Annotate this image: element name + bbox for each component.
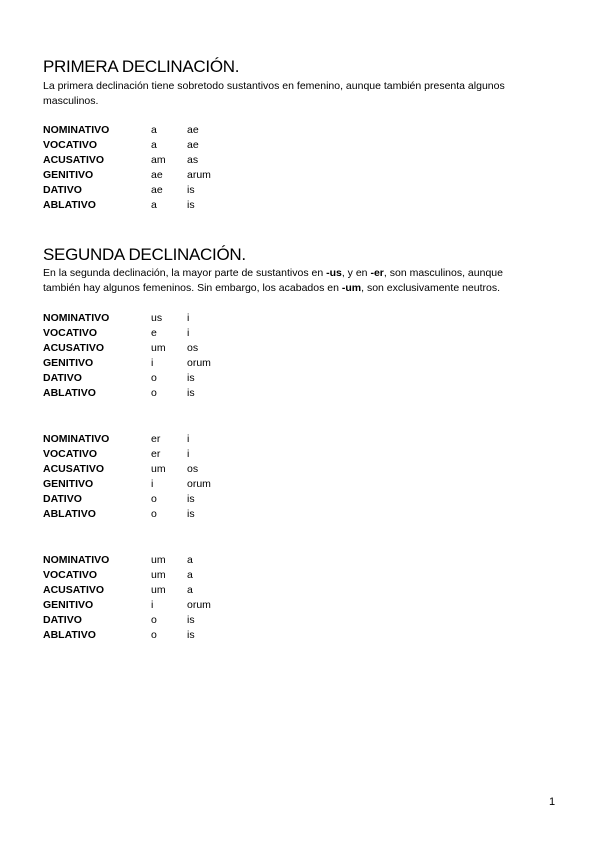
plural-ending: os xyxy=(187,342,199,355)
plural-ending: a xyxy=(187,569,193,582)
table-row xyxy=(43,311,247,326)
case-label: VOCATIVO xyxy=(43,327,98,340)
plural-ending: as xyxy=(187,154,199,167)
singular-ending: o xyxy=(151,493,157,506)
section-title-primera: PRIMERA DECLINACIÓN. xyxy=(43,57,240,76)
case-label: ABLATIVO xyxy=(43,199,96,212)
plural-ending: is xyxy=(187,387,195,400)
declension-table-um xyxy=(43,553,247,644)
declension-table-us xyxy=(43,311,247,402)
table-row xyxy=(43,432,247,447)
case-label: GENITIVO xyxy=(43,357,94,370)
case-label: NOMINATIVO xyxy=(43,554,110,566)
case-label: ACUSATIVO xyxy=(43,584,105,597)
table-row xyxy=(43,138,247,153)
plural-ending: is xyxy=(187,372,195,385)
table-row xyxy=(43,386,247,401)
singular-ending: o xyxy=(151,372,157,385)
singular-ending: ae xyxy=(151,169,163,182)
case-label: DATIVO xyxy=(43,372,82,385)
singular-ending: a xyxy=(151,124,157,136)
plural-ending: is xyxy=(187,493,195,506)
plural-ending: i xyxy=(187,327,190,340)
case-label: VOCATIVO xyxy=(43,569,98,582)
section-intro-primera: La primera declinación tiene sobretodo sustantivos en femenino, aunque también presenta algunos masculinos. xyxy=(43,80,505,107)
table-row xyxy=(43,492,247,507)
singular-ending: i xyxy=(151,599,154,612)
singular-ending: i xyxy=(151,357,154,370)
declension-table-er xyxy=(43,432,247,523)
table-row xyxy=(43,326,247,341)
plural-ending: ae xyxy=(187,139,199,152)
plural-ending: is xyxy=(187,184,195,197)
singular-ending: e xyxy=(151,327,157,340)
plural-ending: a xyxy=(187,584,193,597)
page-number: 1 xyxy=(549,796,556,808)
table-row xyxy=(43,168,247,183)
case-label: NOMINATIVO xyxy=(43,124,110,136)
plural-ending: os xyxy=(187,463,199,476)
singular-ending: er xyxy=(151,448,161,461)
case-label: VOCATIVO xyxy=(43,448,98,461)
plural-ending: orum xyxy=(187,599,211,612)
declension-table-primera xyxy=(43,123,247,214)
table-row xyxy=(43,462,247,477)
plural-ending: is xyxy=(187,614,195,627)
ending-highlight: -us xyxy=(326,267,342,279)
singular-ending: a xyxy=(151,139,157,152)
table-row xyxy=(43,183,247,198)
case-label: NOMINATIVO xyxy=(43,312,110,324)
singular-ending: um xyxy=(151,554,166,566)
table-row xyxy=(43,447,247,462)
singular-ending: o xyxy=(151,614,157,627)
table-row xyxy=(43,598,247,613)
table-row xyxy=(43,507,247,522)
singular-ending: a xyxy=(151,199,157,212)
case-label: ACUSATIVO xyxy=(43,154,105,167)
table-row xyxy=(43,568,247,583)
table-row xyxy=(43,553,247,568)
singular-ending: us xyxy=(151,312,163,324)
singular-ending: um xyxy=(151,584,166,597)
case-label: ABLATIVO xyxy=(43,508,96,521)
plural-ending: is xyxy=(187,199,195,212)
case-label: GENITIVO xyxy=(43,169,94,182)
section-title-segunda: SEGUNDA DECLINACIÓN. xyxy=(43,245,246,264)
table-row xyxy=(43,341,247,356)
singular-ending: um xyxy=(151,463,166,476)
table-row xyxy=(43,356,247,371)
ending-highlight: -um xyxy=(341,282,362,294)
table-row xyxy=(43,153,247,168)
table-row xyxy=(43,628,247,643)
singular-ending: am xyxy=(151,154,166,167)
case-label: NOMINATIVO xyxy=(43,433,110,445)
table-row xyxy=(43,371,247,386)
table-row xyxy=(43,583,247,598)
plural-ending: i xyxy=(187,312,190,324)
table-row xyxy=(43,123,247,138)
singular-ending: ae xyxy=(151,184,163,197)
table-row xyxy=(43,477,247,492)
singular-ending: um xyxy=(151,342,166,355)
singular-ending: o xyxy=(151,387,157,400)
plural-ending: a xyxy=(187,554,193,566)
case-label: ABLATIVO xyxy=(43,387,96,400)
case-label: VOCATIVO xyxy=(43,139,98,152)
case-label: ACUSATIVO xyxy=(43,342,105,355)
singular-ending: um xyxy=(151,569,166,582)
case-label: GENITIVO xyxy=(43,599,94,612)
singular-ending: er xyxy=(151,433,161,445)
case-label: DATIVO xyxy=(43,184,82,197)
plural-ending: is xyxy=(187,508,195,521)
case-label: DATIVO xyxy=(43,614,82,627)
case-label: GENITIVO xyxy=(43,478,94,491)
singular-ending: i xyxy=(151,478,154,491)
plural-ending: arum xyxy=(187,169,211,182)
case-label: DATIVO xyxy=(43,493,82,506)
singular-ending: o xyxy=(151,508,157,521)
plural-ending: orum xyxy=(187,357,211,370)
plural-ending: orum xyxy=(187,478,211,491)
case-label: ACUSATIVO xyxy=(43,463,105,476)
section-intro-segunda: En la segunda declinación, la mayor parte de sustantivos en -us, y en -er, son masculinos, aunque también hay algunos femeninos. Sin embargo, los acabados en -um, son exclusivamente neutros. xyxy=(43,267,503,294)
case-label: ABLATIVO xyxy=(43,629,96,642)
plural-ending: is xyxy=(187,629,195,642)
plural-ending: i xyxy=(187,448,190,461)
ending-highlight: -er xyxy=(370,267,384,279)
plural-ending: ae xyxy=(187,124,199,136)
table-row xyxy=(43,198,247,213)
singular-ending: o xyxy=(151,629,157,642)
table-row xyxy=(43,613,247,628)
plural-ending: i xyxy=(187,433,190,445)
